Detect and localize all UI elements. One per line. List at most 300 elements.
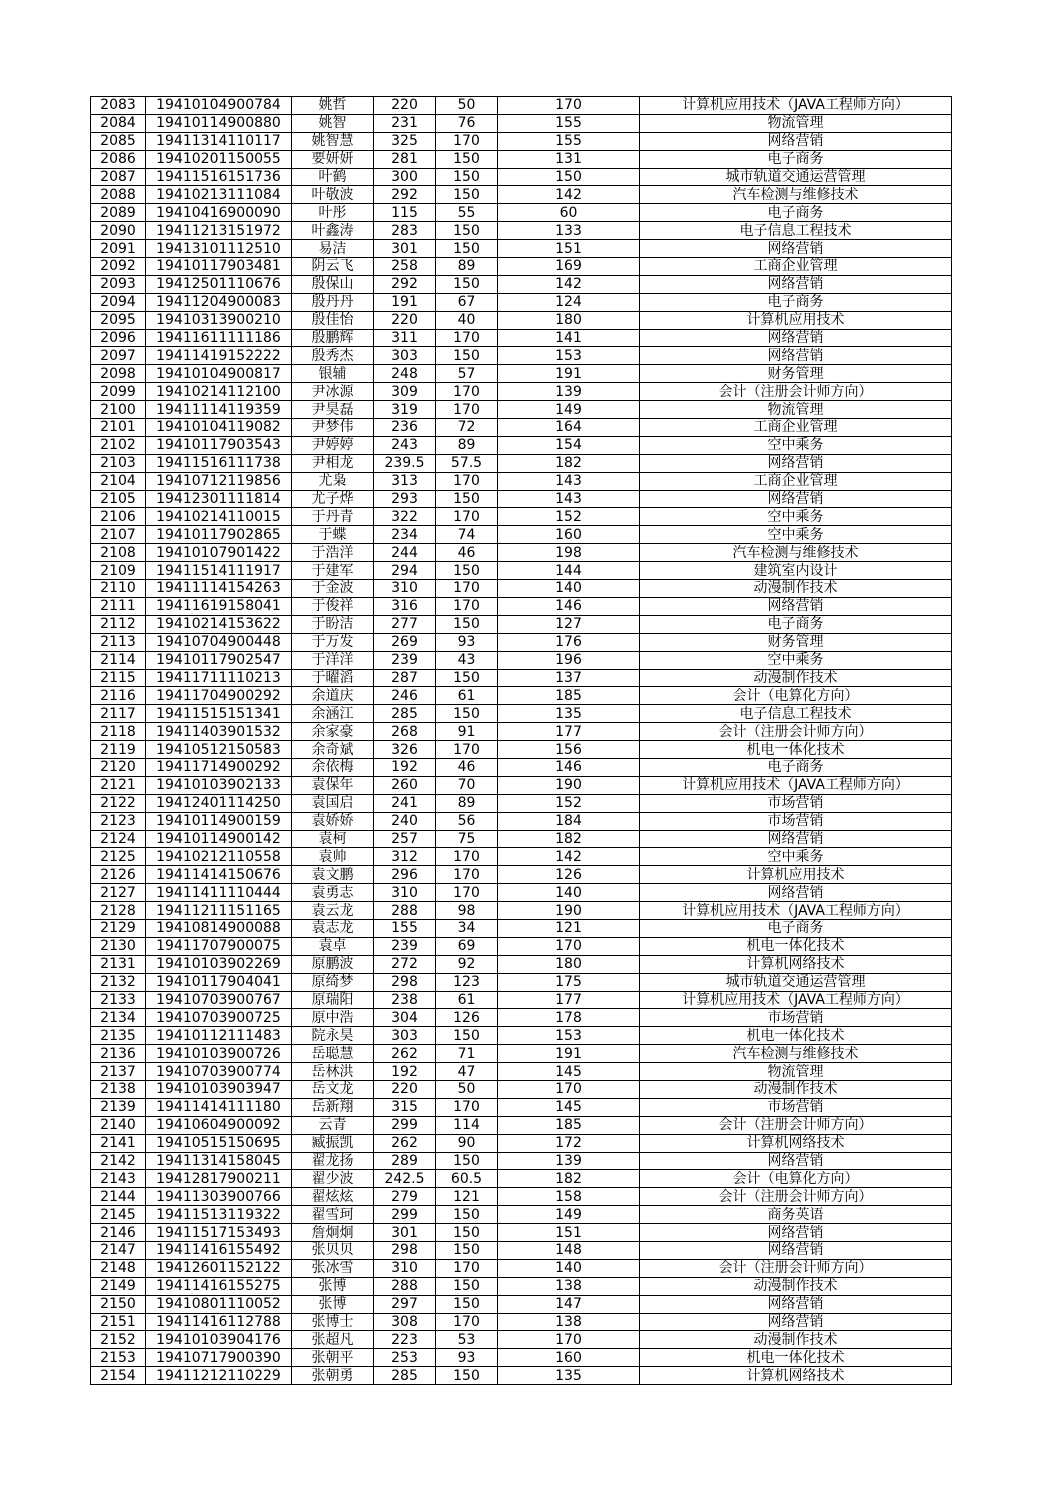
cell-exam-id: 19411114119359 — [146, 401, 292, 419]
table-row — [91, 1134, 952, 1152]
cell-score-a: 170 — [436, 329, 498, 347]
cell-exam-id: 19410103900726 — [146, 1045, 292, 1063]
cell-score-b: 177 — [498, 723, 640, 741]
cell-major: 财务管理 — [640, 633, 952, 651]
cell-student-name: 院永昊 — [292, 1027, 374, 1045]
cell-score-a: 150 — [436, 615, 498, 633]
cell-score-b: 145 — [498, 1063, 640, 1081]
cell-score-a: 150 — [436, 1152, 498, 1170]
table-row — [91, 848, 952, 866]
cell-total-score: 220 — [374, 97, 436, 115]
cell-total-score: 313 — [374, 472, 436, 490]
cell-student-name: 原瑞阳 — [292, 991, 374, 1009]
cell-score-a: 46 — [436, 758, 498, 776]
cell-exam-id: 19411516111738 — [146, 454, 292, 472]
cell-major: 汽车检测与维修技术 — [640, 186, 952, 204]
cell-student-name: 殷佳怡 — [292, 311, 374, 329]
cell-score-a: 170 — [436, 472, 498, 490]
table-row — [91, 275, 952, 293]
cell-total-score: 246 — [374, 687, 436, 705]
cell-total-score: 239 — [374, 937, 436, 955]
cell-total-score: 301 — [374, 1224, 436, 1242]
cell-exam-id: 19411704900292 — [146, 687, 292, 705]
score-table — [90, 96, 952, 1385]
cell-row-number: 2139 — [91, 1098, 146, 1116]
cell-score-a: 150 — [436, 1242, 498, 1260]
table-row — [91, 1242, 952, 1260]
cell-exam-id: 19410117902547 — [146, 651, 292, 669]
cell-total-score: 192 — [374, 1063, 436, 1081]
cell-exam-id: 19410114900142 — [146, 830, 292, 848]
cell-exam-id: 19410604900092 — [146, 1116, 292, 1134]
cell-score-b: 170 — [498, 937, 640, 955]
table-row — [91, 329, 952, 347]
table-row — [91, 258, 952, 276]
table-row — [91, 311, 952, 329]
cell-total-score: 297 — [374, 1295, 436, 1313]
cell-score-a: 43 — [436, 651, 498, 669]
cell-row-number: 2143 — [91, 1170, 146, 1188]
cell-row-number: 2124 — [91, 830, 146, 848]
cell-major: 市场营销 — [640, 794, 952, 812]
cell-row-number: 2095 — [91, 311, 146, 329]
cell-exam-id: 19410703900767 — [146, 991, 292, 1009]
cell-score-b: 164 — [498, 419, 640, 437]
cell-score-b: 184 — [498, 812, 640, 830]
cell-total-score: 272 — [374, 955, 436, 973]
cell-score-a: 91 — [436, 723, 498, 741]
table-row — [91, 490, 952, 508]
cell-student-name: 原鹏波 — [292, 955, 374, 973]
table-row — [91, 741, 952, 759]
table-row — [91, 1098, 952, 1116]
cell-student-name: 余依梅 — [292, 758, 374, 776]
cell-student-name: 翟龙扬 — [292, 1152, 374, 1170]
cell-row-number: 2085 — [91, 132, 146, 150]
cell-major: 城市轨道交通运营管理 — [640, 973, 952, 991]
cell-exam-id: 19411611111186 — [146, 329, 292, 347]
table-row — [91, 597, 952, 615]
table-row — [91, 705, 952, 723]
cell-major: 工商企业管理 — [640, 419, 952, 437]
cell-total-score: 240 — [374, 812, 436, 830]
cell-major: 计算机网络技术 — [640, 955, 952, 973]
cell-exam-id: 19410416900090 — [146, 204, 292, 222]
cell-student-name: 叶鑫涛 — [292, 222, 374, 240]
cell-row-number: 2144 — [91, 1188, 146, 1206]
cell-exam-id: 19411514111917 — [146, 562, 292, 580]
cell-student-name: 袁勇志 — [292, 884, 374, 902]
cell-row-number: 2148 — [91, 1259, 146, 1277]
cell-exam-id: 19410114900159 — [146, 812, 292, 830]
cell-score-b: 170 — [498, 97, 640, 115]
cell-exam-id: 19411403901532 — [146, 723, 292, 741]
cell-major: 市场营销 — [640, 1098, 952, 1116]
cell-total-score: 310 — [374, 580, 436, 598]
table-row — [91, 168, 952, 186]
table-row — [91, 830, 952, 848]
cell-student-name: 翟雪珂 — [292, 1206, 374, 1224]
cell-row-number: 2151 — [91, 1313, 146, 1331]
cell-total-score: 220 — [374, 1080, 436, 1098]
cell-row-number: 2136 — [91, 1045, 146, 1063]
cell-score-a: 170 — [436, 401, 498, 419]
cell-row-number: 2138 — [91, 1080, 146, 1098]
cell-score-a: 170 — [436, 741, 498, 759]
cell-score-a: 150 — [436, 1295, 498, 1313]
table-row — [91, 884, 952, 902]
table-row — [91, 1206, 952, 1224]
cell-row-number: 2099 — [91, 383, 146, 401]
cell-student-name: 袁柯 — [292, 830, 374, 848]
cell-major: 建筑室内设计 — [640, 562, 952, 580]
cell-exam-id: 19412501110676 — [146, 275, 292, 293]
table-row — [91, 347, 952, 365]
table-row — [91, 544, 952, 562]
cell-exam-id: 19410104119082 — [146, 419, 292, 437]
cell-major: 网络营销 — [640, 240, 952, 258]
table-row — [91, 1170, 952, 1188]
table-row — [91, 723, 952, 741]
cell-row-number: 2101 — [91, 419, 146, 437]
cell-score-a: 150 — [436, 1277, 498, 1295]
cell-row-number: 2153 — [91, 1349, 146, 1367]
cell-score-a: 170 — [436, 1098, 498, 1116]
cell-score-b: 135 — [498, 1367, 640, 1385]
cell-student-name: 臧振凯 — [292, 1134, 374, 1152]
cell-score-b: 172 — [498, 1134, 640, 1152]
table-row — [91, 973, 952, 991]
cell-score-a: 55 — [436, 204, 498, 222]
table-row — [91, 240, 952, 258]
cell-row-number: 2154 — [91, 1367, 146, 1385]
cell-exam-id: 19412401114250 — [146, 794, 292, 812]
cell-major: 网络营销 — [640, 329, 952, 347]
cell-exam-id: 19411314158045 — [146, 1152, 292, 1170]
cell-exam-id: 19410104900784 — [146, 97, 292, 115]
cell-row-number: 2089 — [91, 204, 146, 222]
cell-major: 机电一体化技术 — [640, 1349, 952, 1367]
cell-exam-id: 19410117902865 — [146, 526, 292, 544]
cell-score-a: 92 — [436, 955, 498, 973]
cell-total-score: 223 — [374, 1331, 436, 1349]
cell-exam-id: 19410704900448 — [146, 633, 292, 651]
cell-score-a: 150 — [436, 168, 498, 186]
table-row — [91, 562, 952, 580]
cell-exam-id: 19411513119322 — [146, 1206, 292, 1224]
cell-total-score: 299 — [374, 1116, 436, 1134]
cell-exam-id: 19410717900390 — [146, 1349, 292, 1367]
cell-exam-id: 19411212110229 — [146, 1367, 292, 1385]
cell-exam-id: 19411515151341 — [146, 705, 292, 723]
cell-total-score: 304 — [374, 1009, 436, 1027]
cell-total-score: 303 — [374, 1027, 436, 1045]
cell-row-number: 2107 — [91, 526, 146, 544]
cell-score-b: 145 — [498, 1098, 640, 1116]
cell-exam-id: 19410103904176 — [146, 1331, 292, 1349]
cell-score-a: 89 — [436, 436, 498, 454]
cell-student-name: 殷丹丹 — [292, 293, 374, 311]
cell-major: 动漫制作技术 — [640, 1331, 952, 1349]
cell-score-a: 150 — [436, 275, 498, 293]
cell-row-number: 2135 — [91, 1027, 146, 1045]
cell-major: 网络营销 — [640, 347, 952, 365]
cell-major: 电子商务 — [640, 758, 952, 776]
cell-major: 会计（注册会计师方向） — [640, 1259, 952, 1277]
cell-exam-id: 19412301111814 — [146, 490, 292, 508]
cell-student-name: 袁卓 — [292, 937, 374, 955]
cell-row-number: 2103 — [91, 454, 146, 472]
cell-score-b: 141 — [498, 329, 640, 347]
cell-student-name: 姚智慧 — [292, 132, 374, 150]
table-row — [91, 204, 952, 222]
cell-student-name: 于万发 — [292, 633, 374, 651]
cell-total-score: 322 — [374, 508, 436, 526]
table-row — [91, 580, 952, 598]
cell-exam-id: 19410114900880 — [146, 114, 292, 132]
cell-row-number: 2141 — [91, 1134, 146, 1152]
cell-student-name: 尤子烨 — [292, 490, 374, 508]
cell-student-name: 袁帅 — [292, 848, 374, 866]
cell-major: 电子信息工程技术 — [640, 705, 952, 723]
table-row — [91, 937, 952, 955]
cell-total-score: 326 — [374, 741, 436, 759]
cell-score-a: 61 — [436, 687, 498, 705]
cell-row-number: 2098 — [91, 365, 146, 383]
table-row — [91, 955, 952, 973]
cell-student-name: 殷鹏辉 — [292, 329, 374, 347]
cell-score-a: 93 — [436, 1349, 498, 1367]
cell-score-a: 123 — [436, 973, 498, 991]
cell-score-b: 177 — [498, 991, 640, 1009]
cell-major: 物流管理 — [640, 114, 952, 132]
cell-exam-id: 19412601152122 — [146, 1259, 292, 1277]
cell-total-score: 268 — [374, 723, 436, 741]
cell-student-name: 易洁 — [292, 240, 374, 258]
cell-exam-id: 19410117903543 — [146, 436, 292, 454]
table-row — [91, 114, 952, 132]
cell-score-a: 121 — [436, 1188, 498, 1206]
cell-exam-id: 19411517153493 — [146, 1224, 292, 1242]
cell-score-a: 57.5 — [436, 454, 498, 472]
cell-score-a: 170 — [436, 132, 498, 150]
cell-score-a: 70 — [436, 776, 498, 794]
cell-score-a: 75 — [436, 830, 498, 848]
cell-major: 计算机应用技术 — [640, 311, 952, 329]
cell-total-score: 258 — [374, 258, 436, 276]
cell-total-score: 285 — [374, 705, 436, 723]
cell-row-number: 2120 — [91, 758, 146, 776]
cell-major: 财务管理 — [640, 365, 952, 383]
cell-major: 网络营销 — [640, 490, 952, 508]
table-row — [91, 758, 952, 776]
cell-exam-id: 19411114154263 — [146, 580, 292, 598]
cell-major: 市场营销 — [640, 812, 952, 830]
cell-student-name: 于丹青 — [292, 508, 374, 526]
cell-score-b: 142 — [498, 186, 640, 204]
cell-score-a: 98 — [436, 902, 498, 920]
cell-exam-id: 19411213151972 — [146, 222, 292, 240]
cell-score-b: 142 — [498, 275, 640, 293]
cell-student-name: 翟少波 — [292, 1170, 374, 1188]
table-row — [91, 633, 952, 651]
table-row — [91, 615, 952, 633]
cell-score-b: 190 — [498, 776, 640, 794]
cell-row-number: 2115 — [91, 669, 146, 687]
cell-score-a: 67 — [436, 293, 498, 311]
table-row — [91, 1188, 952, 1206]
cell-major: 机电一体化技术 — [640, 741, 952, 759]
cell-major: 空中乘务 — [640, 651, 952, 669]
cell-exam-id: 19410214110015 — [146, 508, 292, 526]
cell-student-name: 于建军 — [292, 562, 374, 580]
cell-score-a: 170 — [436, 383, 498, 401]
cell-score-b: 191 — [498, 365, 640, 383]
cell-score-b: 151 — [498, 1224, 640, 1242]
cell-student-name: 于曜滔 — [292, 669, 374, 687]
cell-student-name: 殷保山 — [292, 275, 374, 293]
cell-total-score: 248 — [374, 365, 436, 383]
cell-score-a: 56 — [436, 812, 498, 830]
cell-total-score: 310 — [374, 1259, 436, 1277]
cell-total-score: 279 — [374, 1188, 436, 1206]
cell-exam-id: 19410214153622 — [146, 615, 292, 633]
cell-row-number: 2116 — [91, 687, 146, 705]
cell-major: 计算机应用技术（JAVA工程师方向） — [640, 97, 952, 115]
table-row — [91, 1009, 952, 1027]
table-row — [91, 132, 952, 150]
cell-student-name: 于盼洁 — [292, 615, 374, 633]
cell-total-score: 155 — [374, 919, 436, 937]
cell-row-number: 2113 — [91, 633, 146, 651]
cell-student-name: 尹梦伟 — [292, 419, 374, 437]
cell-major: 会计（注册会计师方向） — [640, 383, 952, 401]
cell-major: 电子商务 — [640, 615, 952, 633]
cell-score-b: 152 — [498, 508, 640, 526]
cell-score-b: 154 — [498, 436, 640, 454]
cell-student-name: 余道庆 — [292, 687, 374, 705]
cell-score-b: 150 — [498, 168, 640, 186]
cell-major: 动漫制作技术 — [640, 669, 952, 687]
cell-row-number: 2134 — [91, 1009, 146, 1027]
cell-total-score: 299 — [374, 1206, 436, 1224]
score-table-body — [91, 97, 952, 1385]
cell-score-a: 76 — [436, 114, 498, 132]
cell-total-score: 236 — [374, 419, 436, 437]
cell-score-a: 150 — [436, 705, 498, 723]
cell-score-a: 90 — [436, 1134, 498, 1152]
cell-score-a: 150 — [436, 1224, 498, 1242]
cell-row-number: 2091 — [91, 240, 146, 258]
table-row — [91, 1080, 952, 1098]
cell-major: 会计（电算化方向） — [640, 687, 952, 705]
cell-score-b: 153 — [498, 1027, 640, 1045]
cell-total-score: 292 — [374, 275, 436, 293]
cell-major: 网络营销 — [640, 454, 952, 472]
cell-score-b: 135 — [498, 705, 640, 723]
cell-row-number: 2118 — [91, 723, 146, 741]
cell-exam-id: 19411416155275 — [146, 1277, 292, 1295]
cell-row-number: 2093 — [91, 275, 146, 293]
cell-total-score: 309 — [374, 383, 436, 401]
cell-score-b: 143 — [498, 472, 640, 490]
cell-total-score: 262 — [374, 1134, 436, 1152]
cell-score-b: 198 — [498, 544, 640, 562]
cell-score-a: 61 — [436, 991, 498, 1009]
cell-row-number: 2147 — [91, 1242, 146, 1260]
cell-total-score: 238 — [374, 991, 436, 1009]
cell-student-name: 余涵江 — [292, 705, 374, 723]
cell-score-b: 190 — [498, 902, 640, 920]
cell-score-a: 150 — [436, 240, 498, 258]
cell-row-number: 2114 — [91, 651, 146, 669]
cell-major: 空中乘务 — [640, 436, 952, 454]
table-row — [91, 687, 952, 705]
cell-exam-id: 19410814900088 — [146, 919, 292, 937]
cell-score-b: 152 — [498, 794, 640, 812]
cell-exam-id: 19410703900774 — [146, 1063, 292, 1081]
table-row — [91, 1277, 952, 1295]
cell-score-b: 139 — [498, 383, 640, 401]
cell-major: 市场营销 — [640, 1009, 952, 1027]
cell-major: 网络营销 — [640, 597, 952, 615]
cell-score-b: 148 — [498, 1242, 640, 1260]
cell-major: 计算机应用技术（JAVA工程师方向） — [640, 991, 952, 1009]
cell-score-b: 191 — [498, 1045, 640, 1063]
cell-total-score: 308 — [374, 1313, 436, 1331]
cell-exam-id: 19410512150583 — [146, 741, 292, 759]
cell-student-name: 张博士 — [292, 1313, 374, 1331]
cell-major: 网络营销 — [640, 884, 952, 902]
cell-total-score: 192 — [374, 758, 436, 776]
cell-exam-id: 19411204900083 — [146, 293, 292, 311]
cell-total-score: 310 — [374, 884, 436, 902]
cell-row-number: 2105 — [91, 490, 146, 508]
cell-student-name: 于浩洋 — [292, 544, 374, 562]
cell-total-score: 220 — [374, 311, 436, 329]
cell-student-name: 殷秀杰 — [292, 347, 374, 365]
cell-row-number: 2111 — [91, 597, 146, 615]
cell-exam-id: 19411416155492 — [146, 1242, 292, 1260]
cell-total-score: 253 — [374, 1349, 436, 1367]
cell-student-name: 袁志龙 — [292, 919, 374, 937]
cell-score-b: 138 — [498, 1277, 640, 1295]
cell-major: 物流管理 — [640, 401, 952, 419]
cell-student-name: 原中浩 — [292, 1009, 374, 1027]
cell-row-number: 2102 — [91, 436, 146, 454]
cell-total-score: 298 — [374, 973, 436, 991]
cell-total-score: 257 — [374, 830, 436, 848]
cell-row-number: 2117 — [91, 705, 146, 723]
table-row — [91, 1116, 952, 1134]
cell-score-b: 182 — [498, 1170, 640, 1188]
cell-row-number: 2104 — [91, 472, 146, 490]
cell-exam-id: 19410112111483 — [146, 1027, 292, 1045]
cell-student-name: 于俊祥 — [292, 597, 374, 615]
table-row — [91, 1063, 952, 1081]
cell-exam-id: 19410117903481 — [146, 258, 292, 276]
table-row — [91, 919, 952, 937]
cell-score-b: 182 — [498, 830, 640, 848]
cell-total-score: 288 — [374, 902, 436, 920]
cell-major: 会计（注册会计师方向） — [640, 1188, 952, 1206]
cell-score-a: 72 — [436, 419, 498, 437]
cell-student-name: 于金波 — [292, 580, 374, 598]
cell-major: 动漫制作技术 — [640, 1080, 952, 1098]
cell-row-number: 2150 — [91, 1295, 146, 1313]
cell-score-a: 170 — [436, 1313, 498, 1331]
cell-score-b: 143 — [498, 490, 640, 508]
